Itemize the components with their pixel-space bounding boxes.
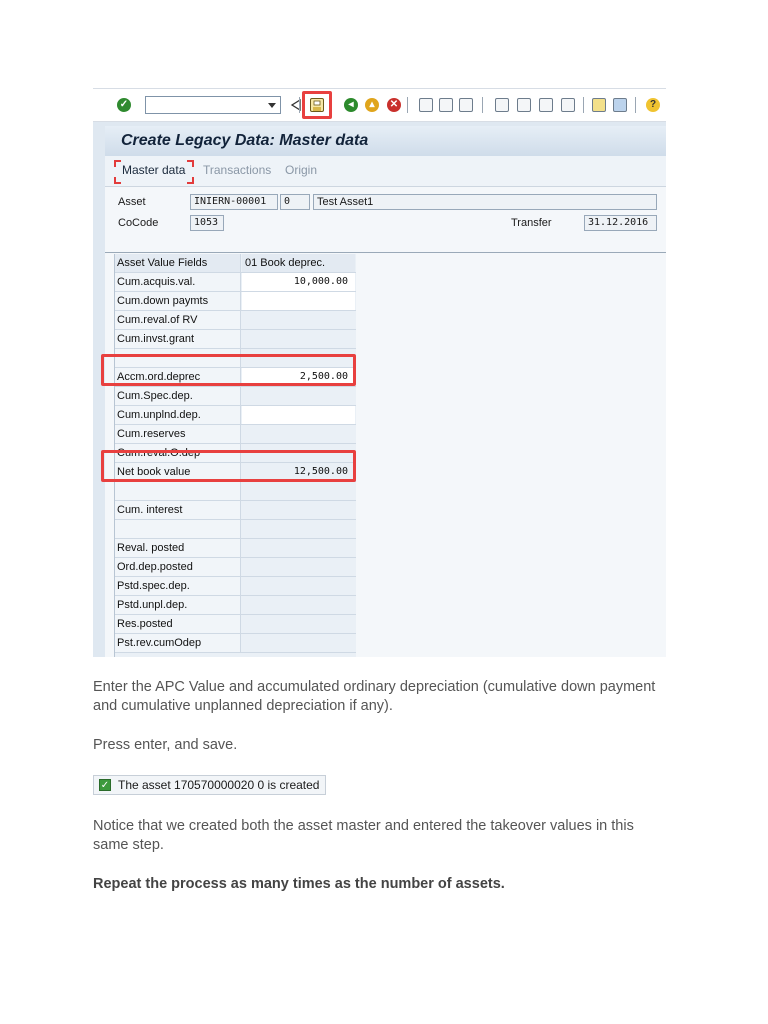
- tab-master-data[interactable]: Master data: [122, 163, 186, 177]
- asset-description-field[interactable]: Test Asset1: [313, 194, 657, 210]
- status-message-bar: [93, 775, 326, 795]
- grid-row: [115, 520, 356, 539]
- grid-row: [115, 539, 356, 558]
- asset-number-field[interactable]: INIERN-00001: [190, 194, 278, 210]
- success-check-icon: ✓: [100, 780, 110, 791]
- grid-row-label: Cum.reserves: [115, 425, 241, 443]
- grid-row-label: Accm.ord.deprec: [115, 368, 241, 386]
- cocode-field[interactable]: 1053: [190, 215, 224, 231]
- grid-row-label: Cum.Spec.dep.: [115, 387, 241, 405]
- grid-row-value: [242, 501, 355, 519]
- sap-toolbar: [93, 88, 666, 122]
- grid-row-value[interactable]: [242, 292, 355, 310]
- grid-row-value: [242, 330, 355, 348]
- grid-row-label: Res.posted: [115, 615, 241, 633]
- back-icon[interactable]: ◂: [344, 98, 358, 112]
- grid-header-row: [115, 254, 356, 273]
- grid-row-value: [242, 615, 355, 633]
- print-icon[interactable]: [419, 98, 433, 112]
- tab-focus-corner: [114, 177, 121, 184]
- grid-row: [115, 596, 356, 615]
- grid-row: [115, 292, 356, 311]
- grid-row-value[interactable]: 2,500.00: [242, 368, 355, 386]
- window-title: Create Legacy Data: Master data: [121, 132, 369, 149]
- grid-row-label: [115, 482, 241, 500]
- find-icon[interactable]: [439, 98, 453, 112]
- asset-label: Asset: [118, 196, 146, 208]
- repeat-instruction: Repeat the process as many times as the number of assets.: [93, 876, 505, 892]
- grid-row-value: 12,500.00: [293, 466, 348, 477]
- tab-focus-corner: [187, 177, 194, 184]
- grid-row-value: [242, 520, 355, 538]
- grid-row-label: Cum.down paymts: [115, 292, 241, 310]
- grid-row-value: [242, 558, 355, 576]
- grid-row-label: Cum.reval.of RV: [115, 311, 241, 329]
- grid-row-value: [242, 596, 355, 614]
- grid-row-label: Cum.invst.grant: [115, 330, 241, 348]
- instruction-paragraph: Enter the APC Value and accumulated ordinary depreciation (cumulative down payment and cumulative unplanned depreciation if any).: [93, 679, 656, 714]
- back-triangle-icon[interactable]: [289, 98, 303, 112]
- tab-origin[interactable]: Origin: [285, 163, 318, 177]
- new-session-icon[interactable]: [592, 98, 606, 112]
- transfer-label: Transfer: [511, 217, 552, 229]
- prev-page-icon[interactable]: [517, 98, 531, 112]
- tab-focus-corner: [187, 160, 194, 167]
- grid-row: [115, 558, 356, 577]
- exit-icon[interactable]: ▴: [365, 98, 379, 112]
- shortcut-icon[interactable]: [613, 98, 627, 112]
- status-message: The asset 170570000020 0 is created: [118, 778, 320, 792]
- grid-row: [115, 425, 356, 444]
- grid-row-value: [242, 577, 355, 595]
- grid-row-label: Ord.dep.posted: [115, 558, 241, 576]
- grid-row: [115, 501, 356, 520]
- window-titlebar: [105, 126, 666, 156]
- grid-row-value: [242, 311, 355, 329]
- asset-subnumber-field[interactable]: 0: [280, 194, 310, 210]
- grid-top-border: [105, 252, 666, 253]
- first-page-icon[interactable]: [495, 98, 509, 112]
- find-next-icon[interactable]: [459, 98, 473, 112]
- save-highlight-box: [302, 91, 332, 119]
- tab-focus-corner: [114, 160, 121, 167]
- cancel-icon[interactable]: ✕: [387, 98, 401, 112]
- command-field[interactable]: [145, 96, 281, 114]
- toolbar-separator: [407, 97, 408, 113]
- grid-row-value[interactable]: [242, 406, 355, 424]
- tab-strip: [105, 156, 666, 187]
- next-page-icon[interactable]: [539, 98, 553, 112]
- grid-row-value[interactable]: 10,000.00: [242, 273, 355, 291]
- grid-row: [115, 634, 356, 653]
- grid-row-label: Cum.reval.O.dep: [115, 444, 241, 462]
- grid-row-value: [242, 387, 355, 405]
- grid-row-value: [242, 634, 355, 652]
- grid-row: [115, 273, 356, 292]
- grid-header-book-deprec: 01 Book deprec.: [242, 254, 355, 272]
- grid-row-value: [242, 425, 355, 443]
- chevron-down-icon[interactable]: [268, 103, 276, 108]
- grid-row-label: Pstd.unpl.dep.: [115, 596, 241, 614]
- grid-row-value: [242, 539, 355, 557]
- grid-row-label: Pstd.spec.dep.: [115, 577, 241, 595]
- grid-row: [115, 406, 356, 425]
- cocode-label: CoCode: [118, 217, 159, 229]
- grid-row: [115, 615, 356, 634]
- toolbar-separator: [482, 97, 483, 113]
- sap-body: [105, 126, 666, 657]
- sap-screenshot: [93, 88, 666, 657]
- tab-transactions[interactable]: Transactions: [203, 163, 272, 177]
- grid-row-label: Pst.rev.cumOdep: [115, 634, 241, 652]
- notice-paragraph: Notice that we created both the asset master and entered the takeover values in this same step.: [93, 818, 634, 853]
- last-page-icon[interactable]: [561, 98, 575, 112]
- grid-row-label: Cum.acquis.val.: [115, 273, 241, 291]
- grid-row-label: Cum. interest: [115, 501, 241, 519]
- transfer-date-field[interactable]: 31.12.2016: [584, 215, 657, 231]
- toolbar-separator: [583, 97, 584, 113]
- grid-row-label: [115, 520, 241, 538]
- toolbar-separator: [635, 97, 636, 113]
- grid-row-label: Net book value: [115, 463, 241, 481]
- grid-row: [115, 387, 356, 406]
- grid-row: [115, 577, 356, 596]
- grid-header-fields: Asset Value Fields: [115, 254, 241, 272]
- grid-row: [115, 311, 356, 330]
- toolbar-separator: [299, 97, 300, 113]
- enter-check-icon[interactable]: ✓: [117, 98, 131, 112]
- grid-row-label: Cum.unplnd.dep.: [115, 406, 241, 424]
- help-icon[interactable]: ?: [646, 98, 660, 112]
- save-instruction: Press enter, and save.: [93, 737, 238, 753]
- grid-row: [115, 330, 356, 349]
- highlight-ord-deprec: [101, 450, 356, 482]
- highlight-acquis-val: [101, 354, 356, 386]
- grid-row-value: [242, 482, 355, 500]
- grid-row: [115, 482, 356, 501]
- grid-row-label: Reval. posted: [115, 539, 241, 557]
